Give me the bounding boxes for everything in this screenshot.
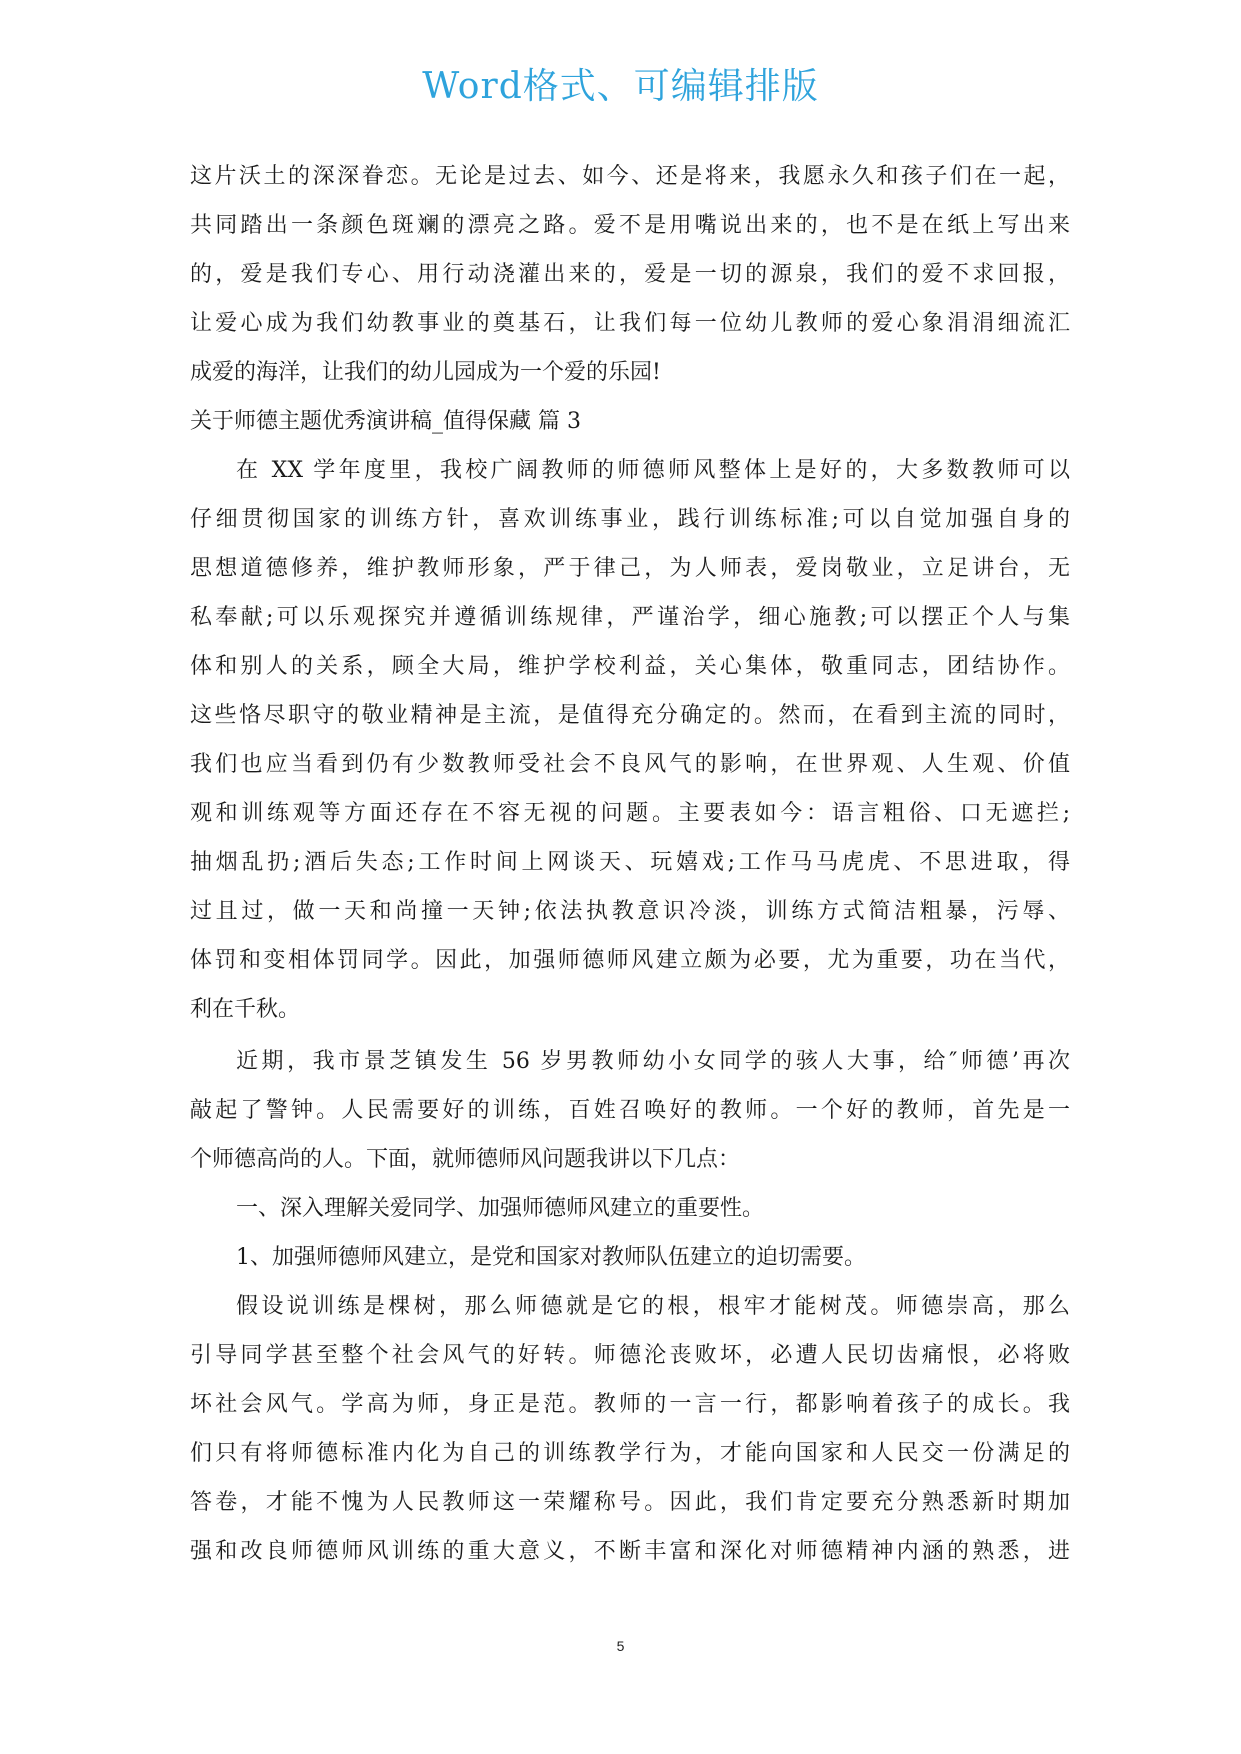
- text-line: 体和别人的关系，顾全大局，维护学校利益，关心集体，敬重同志，团结协作。: [190, 654, 1070, 679]
- text-line: 坏社会风气。学高为师，身正是范。教师的一言一行，都影响着孩子的成长。我: [190, 1392, 1070, 1417]
- page-number: 5: [616, 1638, 625, 1654]
- text-line: 近期，我市景芝镇发生 56 岁男教师幼小女同学的骇人大事，给″师德’再次: [236, 1049, 1070, 1074]
- text-line: 私奉献;可以乐观探究并遵循训练规律，严谨治学，细心施教;可以摆正个人与集: [190, 605, 1070, 630]
- text-line: 在 XX 学年度里，我校广阔教师的师德师风整体上是好的，大多数教师可以: [236, 458, 1070, 483]
- text-line: 假设说训练是棵树，那么师德就是它的根，根牢才能树茂。师德崇高，那么: [236, 1294, 1070, 1319]
- text-line: 利在千秋。: [190, 997, 301, 1022]
- page-header-title: Word格式、可编辑排版: [422, 66, 819, 107]
- paragraph-continuation: [190, 152, 1070, 397]
- document-body: [190, 152, 1070, 1576]
- text-line: 过且过，做一天和尚撞一天钟;依法执教意识冷淡，训练方式简洁粗暴，污辱、: [190, 899, 1070, 924]
- text-line: 引导同学甚至整个社会风气的好转。师德沦丧败坏，必遭人民切齿痛恨，必将败: [190, 1343, 1070, 1368]
- text-line: 观和训练观等方面还存在不容无视的问题。主要表如今：语言粗俗、口无遮拦;: [190, 801, 1070, 826]
- heading-level-1: 一、深入理解关爱同学、加强师德师风建立的重要性。: [236, 1196, 765, 1221]
- text-line: 个师德高尚的人。下面，就师德师风问题我讲以下几点：: [190, 1147, 741, 1172]
- text-line: 共同踏出一条颜色斑斓的漂亮之路。爱不是用嘴说出来的，也不是在纸上写出来: [190, 213, 1070, 238]
- text-line: 的，爱是我们专心、用行动浇灌出来的，爱是一切的源泉，我们的爱不求回报，: [190, 262, 1070, 287]
- heading-level-2: 1、加强师德师风建立，是党和国家对教师队伍建立的迫切需要。: [236, 1245, 866, 1270]
- paragraph-xx-year: [190, 446, 1070, 1034]
- text-line: 敲起了警钟。人民需要好的训练，百姓召唤好的教师。一个好的教师，首先是一: [190, 1098, 1070, 1123]
- text-line: 思想道德修养，维护教师形象，严于律己，为人师表，爱岗敬业，立足讲台，无: [190, 556, 1070, 581]
- text-line: 这片沃土的深深眷恋。无论是过去、如今、还是将来，我愿永久和孩子们在一起，: [190, 164, 1070, 189]
- text-line: 我们也应当看到仍有少数教师受社会不良风气的影响，在世界观、人生观、价值: [190, 752, 1070, 777]
- text-line: 们只有将师德标准内化为自己的训练教学行为，才能向国家和人民交一份满足的: [190, 1441, 1070, 1466]
- text-line: 这些恪尽职守的敬业精神是主流，是值得充分确定的。然而，在看到主流的同时，: [190, 703, 1070, 728]
- text-line: 强和改良师德师风训练的重大意义，不断丰富和深化对师德精神内涵的熟悉，进: [190, 1539, 1070, 1564]
- text-line: 成爱的海洋，让我们的幼儿园成为一个爱的乐园!: [190, 360, 661, 385]
- text-line: 仔细贯彻国家的训练方针，喜欢训练事业，践行训练标准;可以自觉加强自身的: [190, 507, 1070, 532]
- text-line: 抽烟乱扔;酒后失态;工作时间上网谈天、玩嬉戏;工作马马虎虎、不思进取，得: [190, 850, 1070, 875]
- paragraph-tree-metaphor: [190, 1282, 1070, 1576]
- text-line: 体罚和变相体罚同学。因此，加强师德师风建立颇为必要，尤为重要，功在当代，: [190, 948, 1070, 973]
- text-line: 让爱心成为我们幼教事业的奠基石，让我们每一位幼儿教师的爱心象涓涓细流汇: [190, 311, 1070, 336]
- section-title: 关于师德主题优秀演讲稿_值得保藏 篇 3: [190, 409, 581, 434]
- text-line: 答卷，才能不愧为人民教师这一荣耀称号。因此，我们肯定要充分熟悉新时期加: [190, 1490, 1070, 1515]
- paragraph-recent-event: [190, 1037, 1070, 1184]
